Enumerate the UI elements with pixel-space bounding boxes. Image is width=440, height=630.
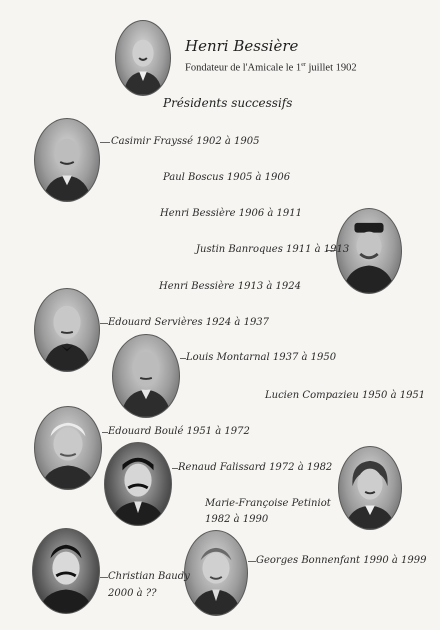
founder-name: Henri Bessière: [185, 37, 299, 55]
person-silhouette-icon: [33, 529, 99, 613]
president-label: Louis Montarnal 1937 à 1950: [186, 352, 337, 363]
president-label: 1982 à 1990: [205, 514, 269, 525]
person-silhouette-icon: [35, 119, 99, 201]
president-label: Henri Bessière 1913 à 1924: [159, 281, 301, 292]
president-label: Paul Boscus 1905 à 1906: [163, 172, 291, 183]
portrait-edouard-boule: [34, 406, 102, 490]
founder-subtitle: Fondateur de l'Amicale le 1er juillet 1902: [185, 62, 357, 74]
portrait-marie-francoise-petiniot: [338, 446, 402, 530]
portrait-christian-baudy: [32, 528, 100, 614]
president-label: Georges Bonnenfant 1990 à 1999: [256, 555, 427, 566]
president-label: Edouard Servières 1924 à 1937: [108, 317, 270, 328]
person-silhouette-icon: [35, 407, 101, 489]
person-silhouette-icon: [113, 335, 179, 417]
section-title: Présidents successifs: [163, 96, 293, 110]
president-label: Henri Bessière 1906 à 1911: [160, 208, 302, 219]
president-label: Renaud Falissard 1972 à 1982: [178, 462, 333, 473]
person-silhouette-icon: [185, 531, 247, 615]
person-silhouette-icon: [105, 443, 171, 525]
portrait-edouard-servieres: [34, 288, 100, 372]
portrait-casimir-fraysse: [34, 118, 100, 202]
person-silhouette-icon: [116, 21, 170, 95]
portrait-renaud-falissard: [104, 442, 172, 526]
president-label: Edouard Boulé 1951 à 1972: [108, 426, 250, 437]
portrait-henri-bessiere-founder: [115, 20, 171, 96]
person-silhouette-icon: [339, 447, 401, 529]
portrait-georges-bonnenfant: [184, 530, 248, 616]
president-label: Christian Baudy: [108, 571, 190, 582]
president-label: Lucien Compazieu 1950 à 1951: [265, 390, 426, 401]
president-label: Casimir Frayssé 1902 à 1905: [111, 136, 260, 147]
president-label: Marie-Françoise Petiniot: [205, 498, 331, 509]
portrait-louis-montarnal: [112, 334, 180, 418]
person-silhouette-icon: [35, 289, 99, 371]
president-label: 2000 à ??: [108, 588, 157, 599]
president-label: Justin Banroques 1911 à 1913: [196, 244, 350, 255]
